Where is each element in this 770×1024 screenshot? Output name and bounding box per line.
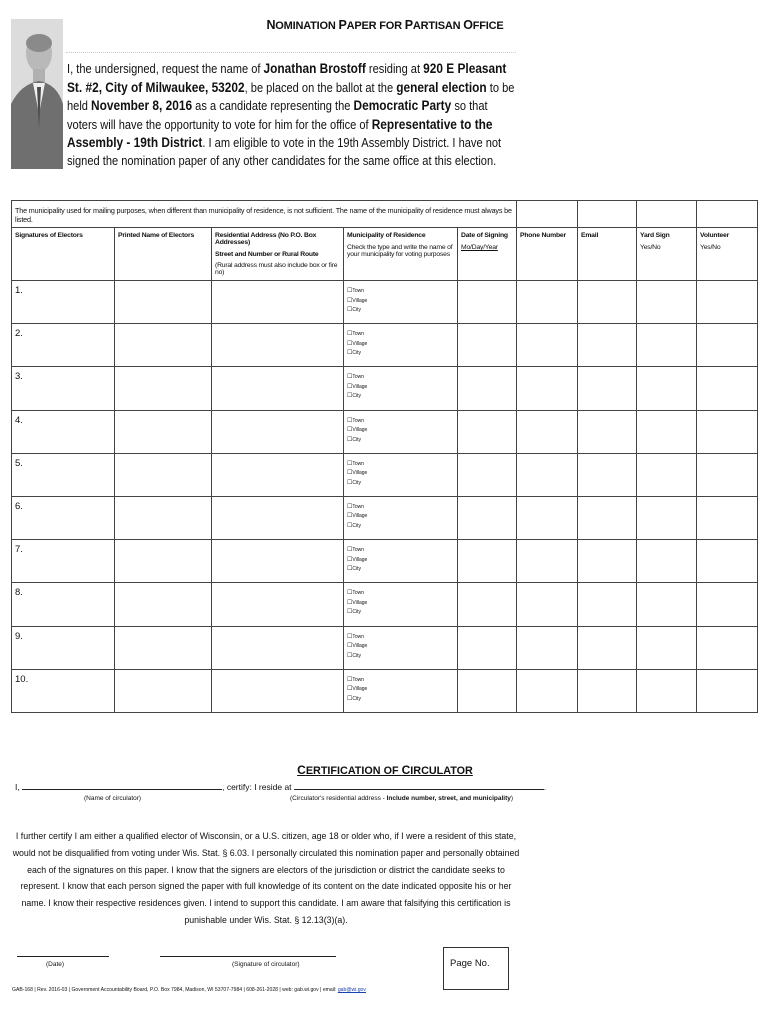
form-footer: GAB-168 | Rev. 2016-03 | Government Accountability Board, P.O. Box 7984, Madison, WI 53707-7984 | 608-261-2028 | web: gab.wi.gov | email: gab@wi.gov xyxy=(12,987,366,993)
email-cell[interactable] xyxy=(578,453,637,496)
municipality-checkbox[interactable]: ☐ Town xyxy=(347,330,454,340)
municipality-checkbox[interactable]: ☐ Village xyxy=(347,340,454,350)
municipality-checkbox[interactable]: ☐ City xyxy=(347,436,454,446)
municipality-checkbox[interactable]: ☐ Town xyxy=(347,546,454,556)
header-email: Email xyxy=(578,228,637,281)
printed-name-cell[interactable] xyxy=(115,410,212,453)
email-link[interactable]: gab@wi.gov xyxy=(337,987,366,993)
signature-cell[interactable]: 8. xyxy=(12,583,115,626)
signature-label: (Signature of circulator) xyxy=(232,961,300,968)
municipality-checkbox[interactable]: ☐ Town xyxy=(347,460,454,470)
table-row xyxy=(12,410,758,453)
printed-name-cell[interactable] xyxy=(115,669,212,712)
municipality-cell[interactable] xyxy=(344,626,458,669)
printed-name-cell[interactable] xyxy=(115,453,212,496)
volunteer-cell[interactable] xyxy=(697,367,758,410)
phone-cell[interactable] xyxy=(517,367,578,410)
header-date: Date of Signing Mo/Day/Year xyxy=(458,228,517,281)
date-cell[interactable] xyxy=(458,669,517,712)
address-cell[interactable] xyxy=(212,626,344,669)
municipality-cell[interactable] xyxy=(344,496,458,539)
certification-title: CERTIFICATION OF CIRCULATOR xyxy=(297,763,473,777)
printed-name-cell[interactable] xyxy=(115,583,212,626)
circulator-name-field[interactable] xyxy=(22,781,222,790)
email-cell[interactable] xyxy=(578,626,637,669)
municipality-cell[interactable] xyxy=(344,367,458,410)
municipality-checkbox[interactable]: ☐ City xyxy=(347,479,454,489)
signature-cell[interactable]: 10. xyxy=(12,669,115,712)
yard-sign-cell[interactable] xyxy=(637,453,697,496)
printed-name-cell[interactable] xyxy=(115,324,212,367)
email-cell[interactable] xyxy=(578,669,637,712)
volunteer-cell[interactable] xyxy=(697,496,758,539)
printed-name-cell[interactable] xyxy=(115,626,212,669)
yard-sign-cell[interactable] xyxy=(637,540,697,583)
election-date: November 8, 2016 xyxy=(91,98,193,114)
header-volunteer: Volunteer Yes/No xyxy=(697,228,758,281)
table-row xyxy=(12,626,758,669)
office-name: Representative to the Assembly - 19th District xyxy=(67,116,493,151)
signature-cell[interactable]: 6. xyxy=(12,496,115,539)
date-cell[interactable] xyxy=(458,410,517,453)
volunteer-cell[interactable] xyxy=(697,540,758,583)
municipality-checkbox[interactable]: ☐ Town xyxy=(347,503,454,513)
municipality-checkbox[interactable]: ☐ City xyxy=(347,608,454,618)
municipality-checkbox[interactable]: ☐ Village xyxy=(347,685,454,695)
municipality-cell[interactable] xyxy=(344,281,458,324)
address-cell[interactable] xyxy=(212,367,344,410)
header-printed-name: Printed Name of Electors xyxy=(115,228,212,281)
candidate-address: 920 E Pleasant St. #2, City of Milwaukee, 53202 xyxy=(67,61,507,95)
circulator-address-field[interactable] xyxy=(294,781,544,790)
phone-cell[interactable] xyxy=(517,453,578,496)
volunteer-cell[interactable] xyxy=(697,410,758,453)
header-yard-sign: Yard Sign Yes/No xyxy=(637,228,697,281)
municipality-cell[interactable] xyxy=(344,583,458,626)
address-cell[interactable] xyxy=(212,669,344,712)
table-row xyxy=(12,583,758,626)
yard-sign-cell[interactable] xyxy=(637,410,697,453)
municipality-cell[interactable] xyxy=(344,669,458,712)
signature-field[interactable] xyxy=(160,956,336,957)
divider xyxy=(66,52,516,53)
phone-cell[interactable] xyxy=(517,324,578,367)
municipality-cell[interactable] xyxy=(344,453,458,496)
election-type: general election xyxy=(396,79,487,95)
date-cell[interactable] xyxy=(458,540,517,583)
municipality-checkbox[interactable]: ☐ City xyxy=(347,306,454,316)
page-title: NOMINATION PAPER FOR PARTISAN OFFICE xyxy=(266,18,504,32)
phone-cell[interactable] xyxy=(517,496,578,539)
municipality-checkbox[interactable]: ☐ Town xyxy=(347,287,454,297)
volunteer-cell[interactable] xyxy=(697,669,758,712)
volunteer-cell[interactable] xyxy=(697,583,758,626)
signature-cell[interactable]: 1. xyxy=(12,281,115,324)
address-label: (Circulator's residential address - Include number, street, and municipality) xyxy=(290,795,514,802)
address-cell[interactable] xyxy=(212,496,344,539)
address-cell[interactable] xyxy=(212,324,344,367)
printed-name-cell[interactable] xyxy=(115,281,212,324)
email-cell[interactable] xyxy=(578,367,637,410)
phone-cell[interactable] xyxy=(517,669,578,712)
phone-cell[interactable] xyxy=(517,583,578,626)
signature-cell[interactable]: 4. xyxy=(12,410,115,453)
municipality-checkbox[interactable]: ☐ Village xyxy=(347,383,454,393)
volunteer-cell[interactable] xyxy=(697,281,758,324)
phone-cell[interactable] xyxy=(517,626,578,669)
page-number-label: Page No. xyxy=(450,958,490,969)
date-cell[interactable] xyxy=(458,281,517,324)
yard-sign-cell[interactable] xyxy=(637,496,697,539)
email-cell[interactable] xyxy=(578,324,637,367)
yard-sign-cell[interactable] xyxy=(637,626,697,669)
municipality-checkbox[interactable]: ☐ Village xyxy=(347,599,454,609)
address-cell[interactable] xyxy=(212,583,344,626)
name-label: (Name of circulator) xyxy=(84,795,142,802)
nomination-statement: I, the undersigned, request the name of Jonathan Brostoff residing at 920 E Pleasant St. #2, City of Milwaukee, 53202, be placed on the ballot at the general election to be held November 8, 2016 as a candidate representing the Democratic Party so that voters will have the opportunity to vote for him for the office of Representative to the Assembly - 19th District. I am eligible to vote in the 19th Assembly District. I have not signed the nomination paper of any other candidates for the same office at this election. xyxy=(67,61,515,168)
table-row xyxy=(12,367,758,410)
yard-sign-cell[interactable] xyxy=(637,583,697,626)
email-cell[interactable] xyxy=(578,583,637,626)
address-cell[interactable] xyxy=(212,410,344,453)
yard-sign-cell[interactable] xyxy=(637,324,697,367)
table-row xyxy=(12,540,758,583)
municipality-checkbox[interactable]: ☐ Village xyxy=(347,426,454,436)
phone-cell[interactable] xyxy=(517,410,578,453)
municipality-checkbox[interactable]: ☐ City xyxy=(347,565,454,575)
table-row xyxy=(12,496,758,539)
table-row xyxy=(12,669,758,712)
yard-sign-cell[interactable] xyxy=(637,367,697,410)
email-cell[interactable] xyxy=(578,410,637,453)
municipality-checkbox[interactable]: ☐ Town xyxy=(347,676,454,686)
phone-cell[interactable] xyxy=(517,281,578,324)
date-cell[interactable] xyxy=(458,496,517,539)
signature-cell[interactable]: 3. xyxy=(12,367,115,410)
municipality-checkbox[interactable]: ☐ Village xyxy=(347,556,454,566)
table-row xyxy=(12,324,758,367)
header-municipality: Municipality of Residence Check the type and write the name of your municipality for voting purposes xyxy=(344,228,458,281)
header-address: Residential Address (No P.O. Box Addresses) Street and Number or Rural Route (Rural address must also include box or fire no) xyxy=(212,228,344,281)
municipality-checkbox[interactable]: ☐ Village xyxy=(347,642,454,652)
printed-name-cell[interactable] xyxy=(115,367,212,410)
header-signatures: Signatures of Electors xyxy=(12,228,115,281)
municipality-checkbox[interactable]: ☐ Village xyxy=(347,469,454,479)
candidate-name: Jonathan Brostoff xyxy=(263,61,366,76)
municipality-checkbox[interactable]: ☐ Town xyxy=(347,633,454,643)
header-phone: Phone Number xyxy=(517,228,578,281)
municipality-cell[interactable] xyxy=(344,540,458,583)
date-cell[interactable] xyxy=(458,453,517,496)
certification-statement: I further certify I am either a qualified elector of Wisconsin, or a U.S. citizen, age 18 or older who, if I were a resident of this state, would not be disqualified from voting under Wis. Stat. § 6.03. I personally circulated this nomination paper and personally obtained each of the signatures on this paper. I know that the signers are electors of the jurisdiction or district the candidate seeks to represent. I know that each person signed the paper with full knowledge of its content on the date indicated opposite his or her name. I know their respective residences given. I intend to support this candidate. I am aware that falsifying this certification is punishable under Wis. Stat. § 12.13(3)(a). xyxy=(12,831,520,925)
signature-cell[interactable]: 5. xyxy=(12,453,115,496)
municipality-checkbox[interactable]: ☐ Town xyxy=(347,417,454,427)
party-name: Democratic Party xyxy=(353,98,452,114)
volunteer-cell[interactable] xyxy=(697,626,758,669)
email-cell[interactable] xyxy=(578,281,637,324)
municipality-checkbox[interactable]: ☐ City xyxy=(347,522,454,532)
yard-sign-cell[interactable] xyxy=(637,281,697,324)
municipality-checkbox[interactable]: ☐ City xyxy=(347,392,454,402)
volunteer-cell[interactable] xyxy=(697,324,758,367)
volunteer-cell[interactable] xyxy=(697,453,758,496)
email-cell[interactable] xyxy=(578,496,637,539)
municipality-checkbox[interactable]: ☐ Village xyxy=(347,297,454,307)
date-cell[interactable] xyxy=(458,583,517,626)
circulator-line: I, , certify: I reside at . xyxy=(15,782,547,792)
table-row xyxy=(12,453,758,496)
date-cell[interactable] xyxy=(458,367,517,410)
address-cell[interactable] xyxy=(212,281,344,324)
municipality-checkbox[interactable]: ☐ City xyxy=(347,695,454,705)
candidate-photo xyxy=(11,19,63,169)
email-cell[interactable] xyxy=(578,540,637,583)
municipality-notice: The municipality used for mailing purposes, when different than municipality of residence, is not sufficient. The name of the municipality of residence must always be listed. xyxy=(12,201,517,228)
municipality-checkbox[interactable]: ☐ City xyxy=(347,652,454,662)
signature-cell[interactable]: 9. xyxy=(12,626,115,669)
date-cell[interactable] xyxy=(458,626,517,669)
municipality-cell[interactable] xyxy=(344,410,458,453)
printed-name-cell[interactable] xyxy=(115,496,212,539)
signature-table xyxy=(11,200,758,713)
municipality-checkbox[interactable]: ☐ Town xyxy=(347,589,454,599)
municipality-cell[interactable] xyxy=(344,324,458,367)
date-field[interactable] xyxy=(17,956,109,957)
printed-name-cell[interactable] xyxy=(115,540,212,583)
municipality-checkbox[interactable]: ☐ Town xyxy=(347,373,454,383)
municipality-checkbox[interactable]: ☐ City xyxy=(347,349,454,359)
municipality-checkbox[interactable]: ☐ Village xyxy=(347,512,454,522)
date-label: (Date) xyxy=(46,961,65,968)
table-row xyxy=(12,281,758,324)
signature-cell[interactable]: 7. xyxy=(12,540,115,583)
date-cell[interactable] xyxy=(458,324,517,367)
yard-sign-cell[interactable] xyxy=(637,669,697,712)
address-cell[interactable] xyxy=(212,453,344,496)
signature-cell[interactable]: 2. xyxy=(12,324,115,367)
page-number-box[interactable] xyxy=(443,947,509,990)
address-cell[interactable] xyxy=(212,540,344,583)
phone-cell[interactable] xyxy=(517,540,578,583)
